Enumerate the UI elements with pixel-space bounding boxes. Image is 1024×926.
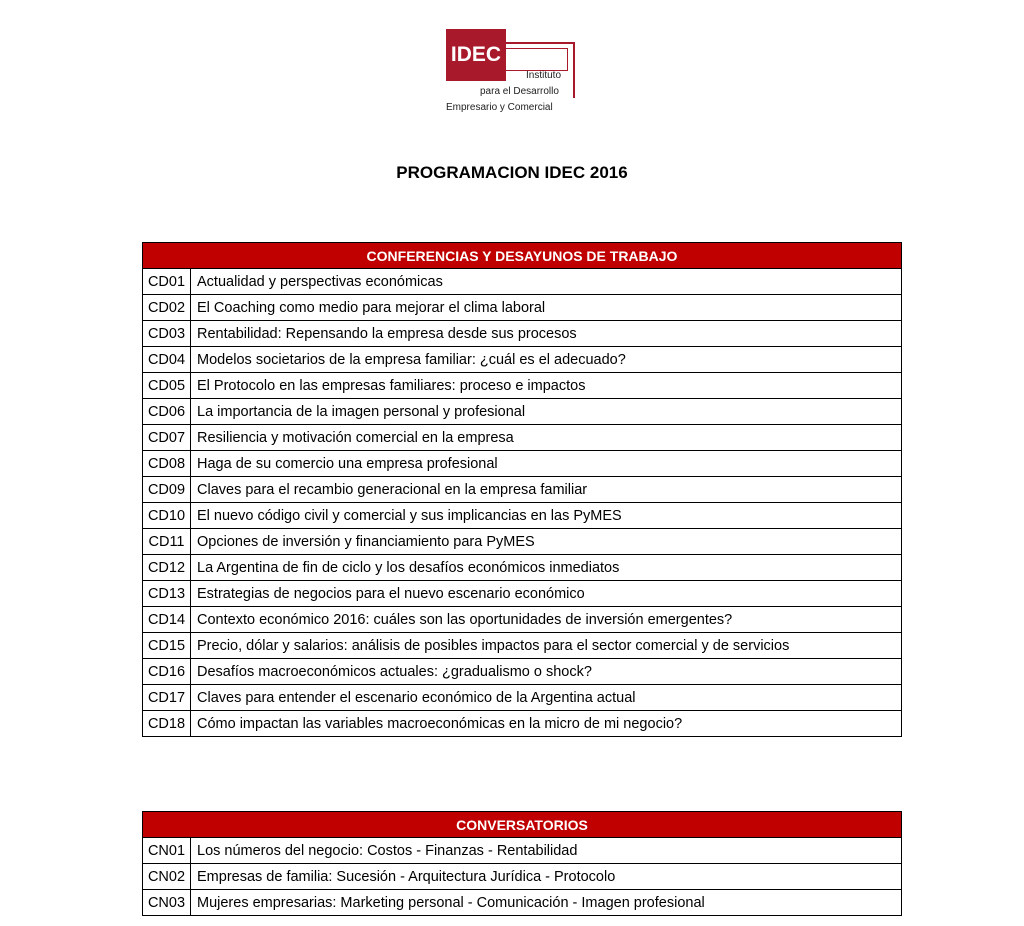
row-title: Rentabilidad: Repensando la empresa desde sus procesos	[191, 321, 902, 347]
row-title: Desafíos macroeconómicos actuales: ¿gradualismo o shock?	[191, 659, 902, 685]
table-row	[143, 711, 902, 737]
conferencias-table	[142, 242, 902, 737]
row-title: Resiliencia y motivación comercial en la empresa	[191, 425, 902, 451]
logo-frame-line	[567, 48, 568, 70]
table-row	[143, 295, 902, 321]
row-title: El nuevo código civil y comercial y sus implicancias en las PyMES	[191, 503, 902, 529]
row-title: Los números del negocio: Costos - Finanzas - Rentabilidad	[191, 838, 902, 864]
conferencias-header: CONFERENCIAS Y DESAYUNOS DE TRABAJO	[143, 243, 902, 269]
row-code: CD17	[143, 685, 191, 711]
table-row	[143, 581, 902, 607]
row-code: CD03	[143, 321, 191, 347]
row-title: Mujeres empresarias: Marketing personal - Comunicación - Imagen profesional	[191, 890, 902, 916]
row-code: CD16	[143, 659, 191, 685]
row-title: El Coaching como medio para mejorar el clima laboral	[191, 295, 902, 321]
logo-acronym: IDEC	[446, 29, 506, 81]
table-row	[143, 269, 902, 295]
row-title: Claves para entender el escenario económico de la Argentina actual	[191, 685, 902, 711]
logo-line-instituto: Instituto	[526, 70, 562, 81]
logo-frame-line	[506, 48, 568, 49]
logo-line-desarrollo: para el Desarrollo	[480, 86, 559, 97]
table-row	[143, 477, 902, 503]
row-title: Actualidad y perspectivas económicas	[191, 269, 902, 295]
row-title: Contexto económico 2016: cuáles son las oportunidades de inversión emergentes?	[191, 607, 902, 633]
row-code: CD05	[143, 373, 191, 399]
row-code: CD15	[143, 633, 191, 659]
row-title: Opciones de inversión y financiamiento para PyMES	[191, 529, 902, 555]
row-code: CD12	[143, 555, 191, 581]
table-row	[143, 685, 902, 711]
table-row	[143, 555, 902, 581]
conversatorios-header: CONVERSATORIOS	[143, 812, 902, 838]
logo-frame-line	[506, 42, 574, 44]
table-row	[143, 659, 902, 685]
table-row	[143, 451, 902, 477]
row-title: La Argentina de fin de ciclo y los desafíos económicos inmediatos	[191, 555, 902, 581]
row-title: Estrategias de negocios para el nuevo escenario económico	[191, 581, 902, 607]
table-row	[143, 503, 902, 529]
table-row	[143, 890, 902, 916]
row-code: CN03	[143, 890, 191, 916]
table-row	[143, 373, 902, 399]
row-title: Claves para el recambio generacional en la empresa familiar	[191, 477, 902, 503]
table-row	[143, 425, 902, 451]
row-code: CN02	[143, 864, 191, 890]
row-code: CD11	[143, 529, 191, 555]
table-row	[143, 347, 902, 373]
table-row	[143, 321, 902, 347]
table-row	[143, 399, 902, 425]
table-row	[143, 838, 902, 864]
row-code: CD04	[143, 347, 191, 373]
row-code: CD10	[143, 503, 191, 529]
conversatorios-body	[143, 838, 902, 916]
table-row	[143, 529, 902, 555]
row-title: El Protocolo en las empresas familiares: proceso e impactos	[191, 373, 902, 399]
conferencias-body	[143, 269, 902, 737]
row-title: Empresas de familia: Sucesión - Arquitectura Jurídica - Protocolo	[191, 864, 902, 890]
row-title: Cómo impactan las variables macroeconómicas en la micro de mi negocio?	[191, 711, 902, 737]
row-code: CN01	[143, 838, 191, 864]
table-row	[143, 864, 902, 890]
logo-frame-line	[573, 42, 575, 98]
row-code: CD02	[143, 295, 191, 321]
row-title: La importancia de la imagen personal y profesional	[191, 399, 902, 425]
logo-line-empresario: Empresario y Comercial	[446, 102, 553, 113]
table-header-row	[143, 812, 902, 838]
row-title: Modelos societarios de la empresa familiar: ¿cuál es el adecuado?	[191, 347, 902, 373]
row-code: CD01	[143, 269, 191, 295]
idec-logo	[446, 28, 586, 120]
conversatorios-table	[142, 811, 902, 916]
page-title: PROGRAMACION IDEC 2016	[396, 163, 628, 182]
table-row	[143, 633, 902, 659]
row-code: CD06	[143, 399, 191, 425]
table-header-row	[143, 243, 902, 269]
row-title: Precio, dólar y salarios: análisis de posibles impactos para el sector comercial y de servicios	[191, 633, 902, 659]
row-code: CD09	[143, 477, 191, 503]
row-title: Haga de su comercio una empresa profesional	[191, 451, 902, 477]
row-code: CD07	[143, 425, 191, 451]
row-code: CD13	[143, 581, 191, 607]
row-code: CD18	[143, 711, 191, 737]
row-code: CD14	[143, 607, 191, 633]
table-row	[143, 607, 902, 633]
row-code: CD08	[143, 451, 191, 477]
